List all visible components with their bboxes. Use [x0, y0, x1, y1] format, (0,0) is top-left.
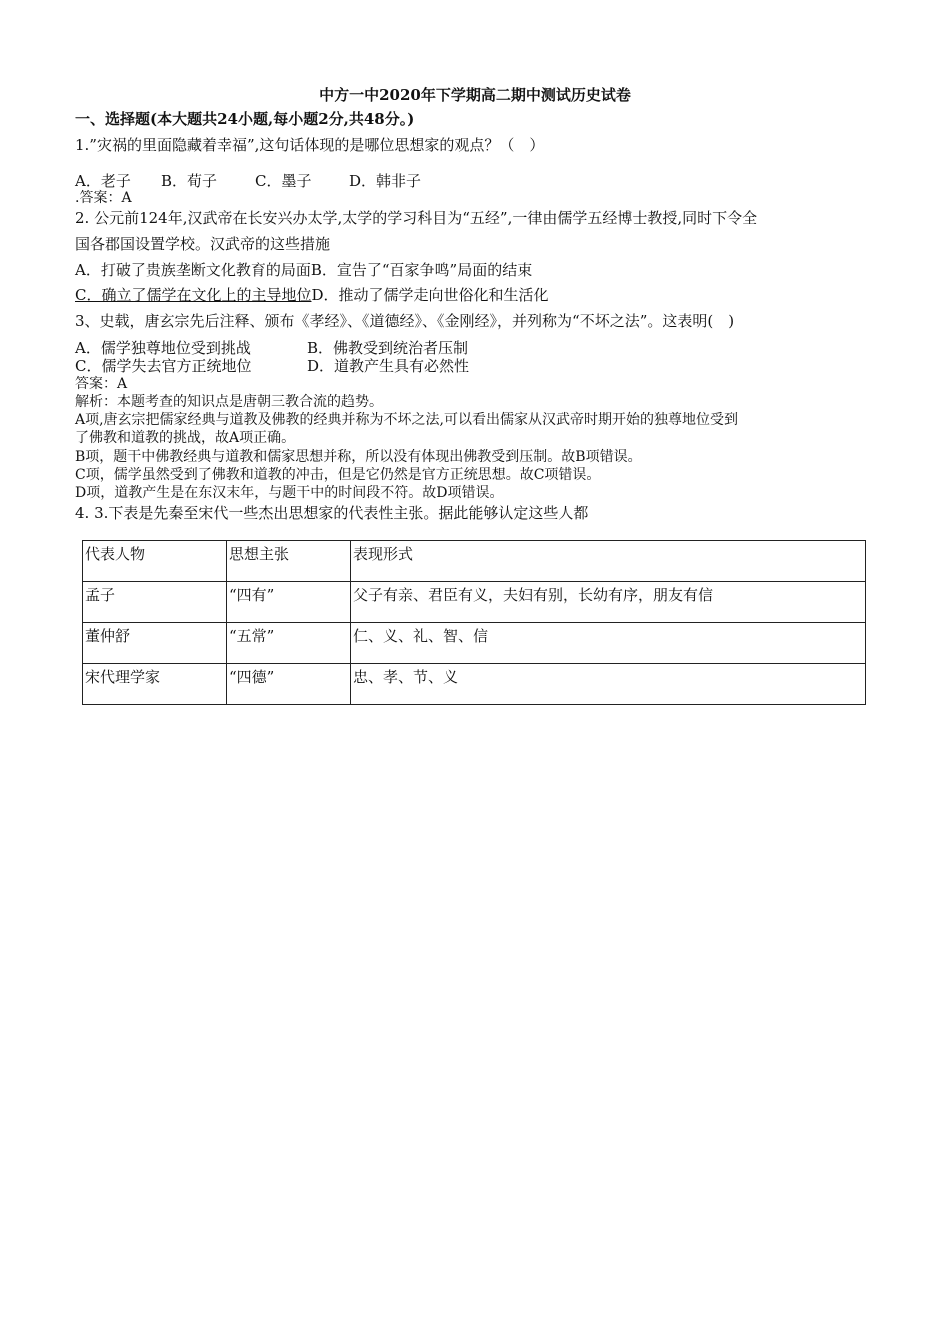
q1-option-b: B．荀子: [161, 172, 218, 190]
table-cell: 忠、孝、节、义: [351, 664, 866, 705]
q1-option-c: C．墨子: [255, 172, 312, 190]
q3-option-a: A．儒学独尊地位受到挑战: [75, 339, 251, 357]
q1-answer: .答案：A: [75, 190, 132, 206]
q2-option-a: A．打破了贵族垄断文化教育的局面: [75, 261, 311, 279]
q3-analysis-b: B项，题干中佛教经典与道教和儒家思想并称，所以没有体现出佛教受到压制。故B项错误。: [75, 449, 642, 465]
table-cell: 宋代理学家: [83, 664, 227, 705]
q2-stem-line2: 国各郡国设置学校。汉武帝的这些措施: [75, 235, 331, 253]
table-cell: 仁、义、礼、智、信: [351, 623, 866, 664]
q3-option-c: C．儒学失去官方正统地位: [75, 357, 252, 375]
q2-options-cd: [75, 286, 549, 304]
q2-stem-line1: 2. 公元前124年,汉武帝在长安兴办太学,太学的学习科目为“五经”,一律由儒学五经博士教授,同时下令全: [75, 209, 758, 227]
table-cell: “五常”: [227, 623, 351, 664]
q3-option-b: B．佛教受到统治者压制: [307, 339, 469, 357]
q1-options: [75, 172, 421, 190]
q2-option-d: D．推动了儒学走向世俗化和生活化: [311, 286, 549, 304]
q3-options-ab: [75, 339, 468, 357]
table-row: [83, 582, 866, 623]
table-header-cell: 表现形式: [351, 541, 866, 582]
q3-analysis-c: C项，儒学虽然受到了佛教和道教的冲击，但是它仍然是官方正统思想。故C项错误。: [75, 467, 601, 483]
q2-options-ab: [75, 261, 532, 279]
q1-option-d: D．韩非子: [349, 172, 422, 190]
table-row: [83, 623, 866, 664]
q3-analysis: 解析：本题考查的知识点是唐朝三教合流的趋势。: [75, 394, 383, 410]
q3-options-cd: [75, 357, 469, 375]
q3-analysis-d: D项，道教产生是在东汉末年，与题干中的时间段不符。故D项错误。: [75, 485, 504, 501]
table-row: [83, 664, 866, 705]
table-header-cell: 思想主张: [227, 541, 351, 582]
q2-option-c: C．确立了儒学在文化上的主导地位: [75, 286, 312, 304]
q1-stem: 1.”灾祸的里面隐藏着幸福”,这句话体现的是哪位思想家的观点？（ ）: [75, 136, 545, 154]
section-heading: 一、选择题(本大题共24小题,每小题2分,共48分。): [75, 110, 415, 128]
table-header-cell: 代表人物: [83, 541, 227, 582]
q2-option-b: B．宣告了“百家争鸣”局面的结束: [310, 261, 533, 279]
table-header-row: [83, 541, 866, 582]
exam-title: 中方一中2020年下学期高二期中测试历史试卷: [319, 86, 631, 104]
table-cell: 孟子: [83, 582, 227, 623]
q1-option-a: A．老子: [75, 172, 131, 190]
q4-stem: 4. 3.下表是先秦至宋代一些杰出思想家的代表性主张。据此能够认定这些人都: [75, 504, 589, 522]
q3-option-d: D．道教产生具有必然性: [307, 357, 470, 375]
q3-analysis-a-line2: 了佛教和道教的挑战，故A项正确。: [75, 430, 296, 446]
thinkers-table: [82, 540, 866, 705]
q3-stem: 3、史载，唐玄宗先后注释、颁布《孝经》、《道德经》、《金刚经》，并列称为“不坏之法”。这表明( ): [75, 312, 735, 330]
q3-answer: 答案：A: [75, 376, 128, 392]
table-cell: “四德”: [227, 664, 351, 705]
table-cell: 董仲舒: [83, 623, 227, 664]
table-cell: “四有”: [227, 582, 351, 623]
table-cell: 父子有亲、君臣有义，夫妇有别，长幼有序，朋友有信: [351, 582, 866, 623]
q3-analysis-a-line1: A项,唐玄宗把儒家经典与道教及佛教的经典并称为不坏之法,可以看出儒家从汉武帝时期开始的独尊地位受到: [75, 412, 739, 428]
